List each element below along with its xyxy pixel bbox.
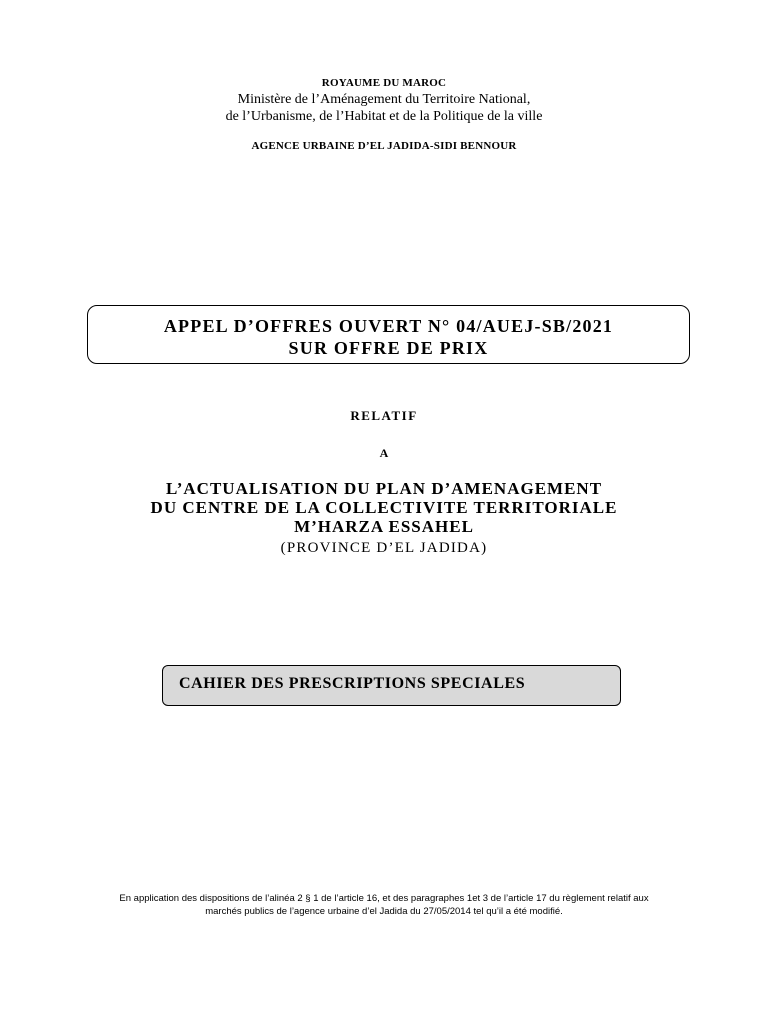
ministry-name bbox=[0, 91, 768, 125]
ministry-line-1: Ministère de l’Aménagement du Territoire National, bbox=[237, 92, 531, 107]
footnote-line-2: marchés publics de l’agence urbaine d’el Jadida du 27/05/2014 tel qu’il a été modifié. bbox=[205, 906, 563, 917]
subject-title bbox=[0, 479, 768, 536]
agency-name: AGENCE URBAINE D’EL JADIDA-SIDI BENNOUR bbox=[251, 140, 517, 152]
tender-number: APPEL D’OFFRES OUVERT N° 04/AUEJ-SB/2021 bbox=[163, 316, 614, 336]
cps-title-box bbox=[162, 665, 621, 706]
a-label: A bbox=[379, 446, 389, 460]
tender-title-box bbox=[87, 305, 690, 364]
subject-line-2: DU CENTRE DE LA COLLECTIVITE TERRITORIALE bbox=[150, 498, 618, 517]
cps-title: CAHIER DES PRESCRIPTIONS SPECIALES bbox=[179, 675, 526, 692]
tender-type: SUR OFFRE DE PRIX bbox=[288, 338, 489, 358]
province-label: (PROVINCE D’EL JADIDA) bbox=[280, 540, 488, 556]
kingdom-title: ROYAUME DU MAROC bbox=[321, 77, 447, 89]
subject-line-1: L’ACTUALISATION DU PLAN D’AMENAGEMENT bbox=[165, 479, 603, 498]
relatif-label: RELATIF bbox=[350, 408, 418, 423]
footnote-line-1: En application des dispositions de l’alinéa 2 § 1 de l’article 16, et des paragraphes 1et 3 de l’article 17 du règlement relatif aux bbox=[119, 893, 649, 904]
legal-footnote bbox=[80, 892, 688, 918]
ministry-line-2: de l’Urbanisme, de l’Habitat et de la Politique de la ville bbox=[225, 109, 543, 124]
subject-line-3: M’HARZA ESSAHEL bbox=[294, 517, 474, 536]
